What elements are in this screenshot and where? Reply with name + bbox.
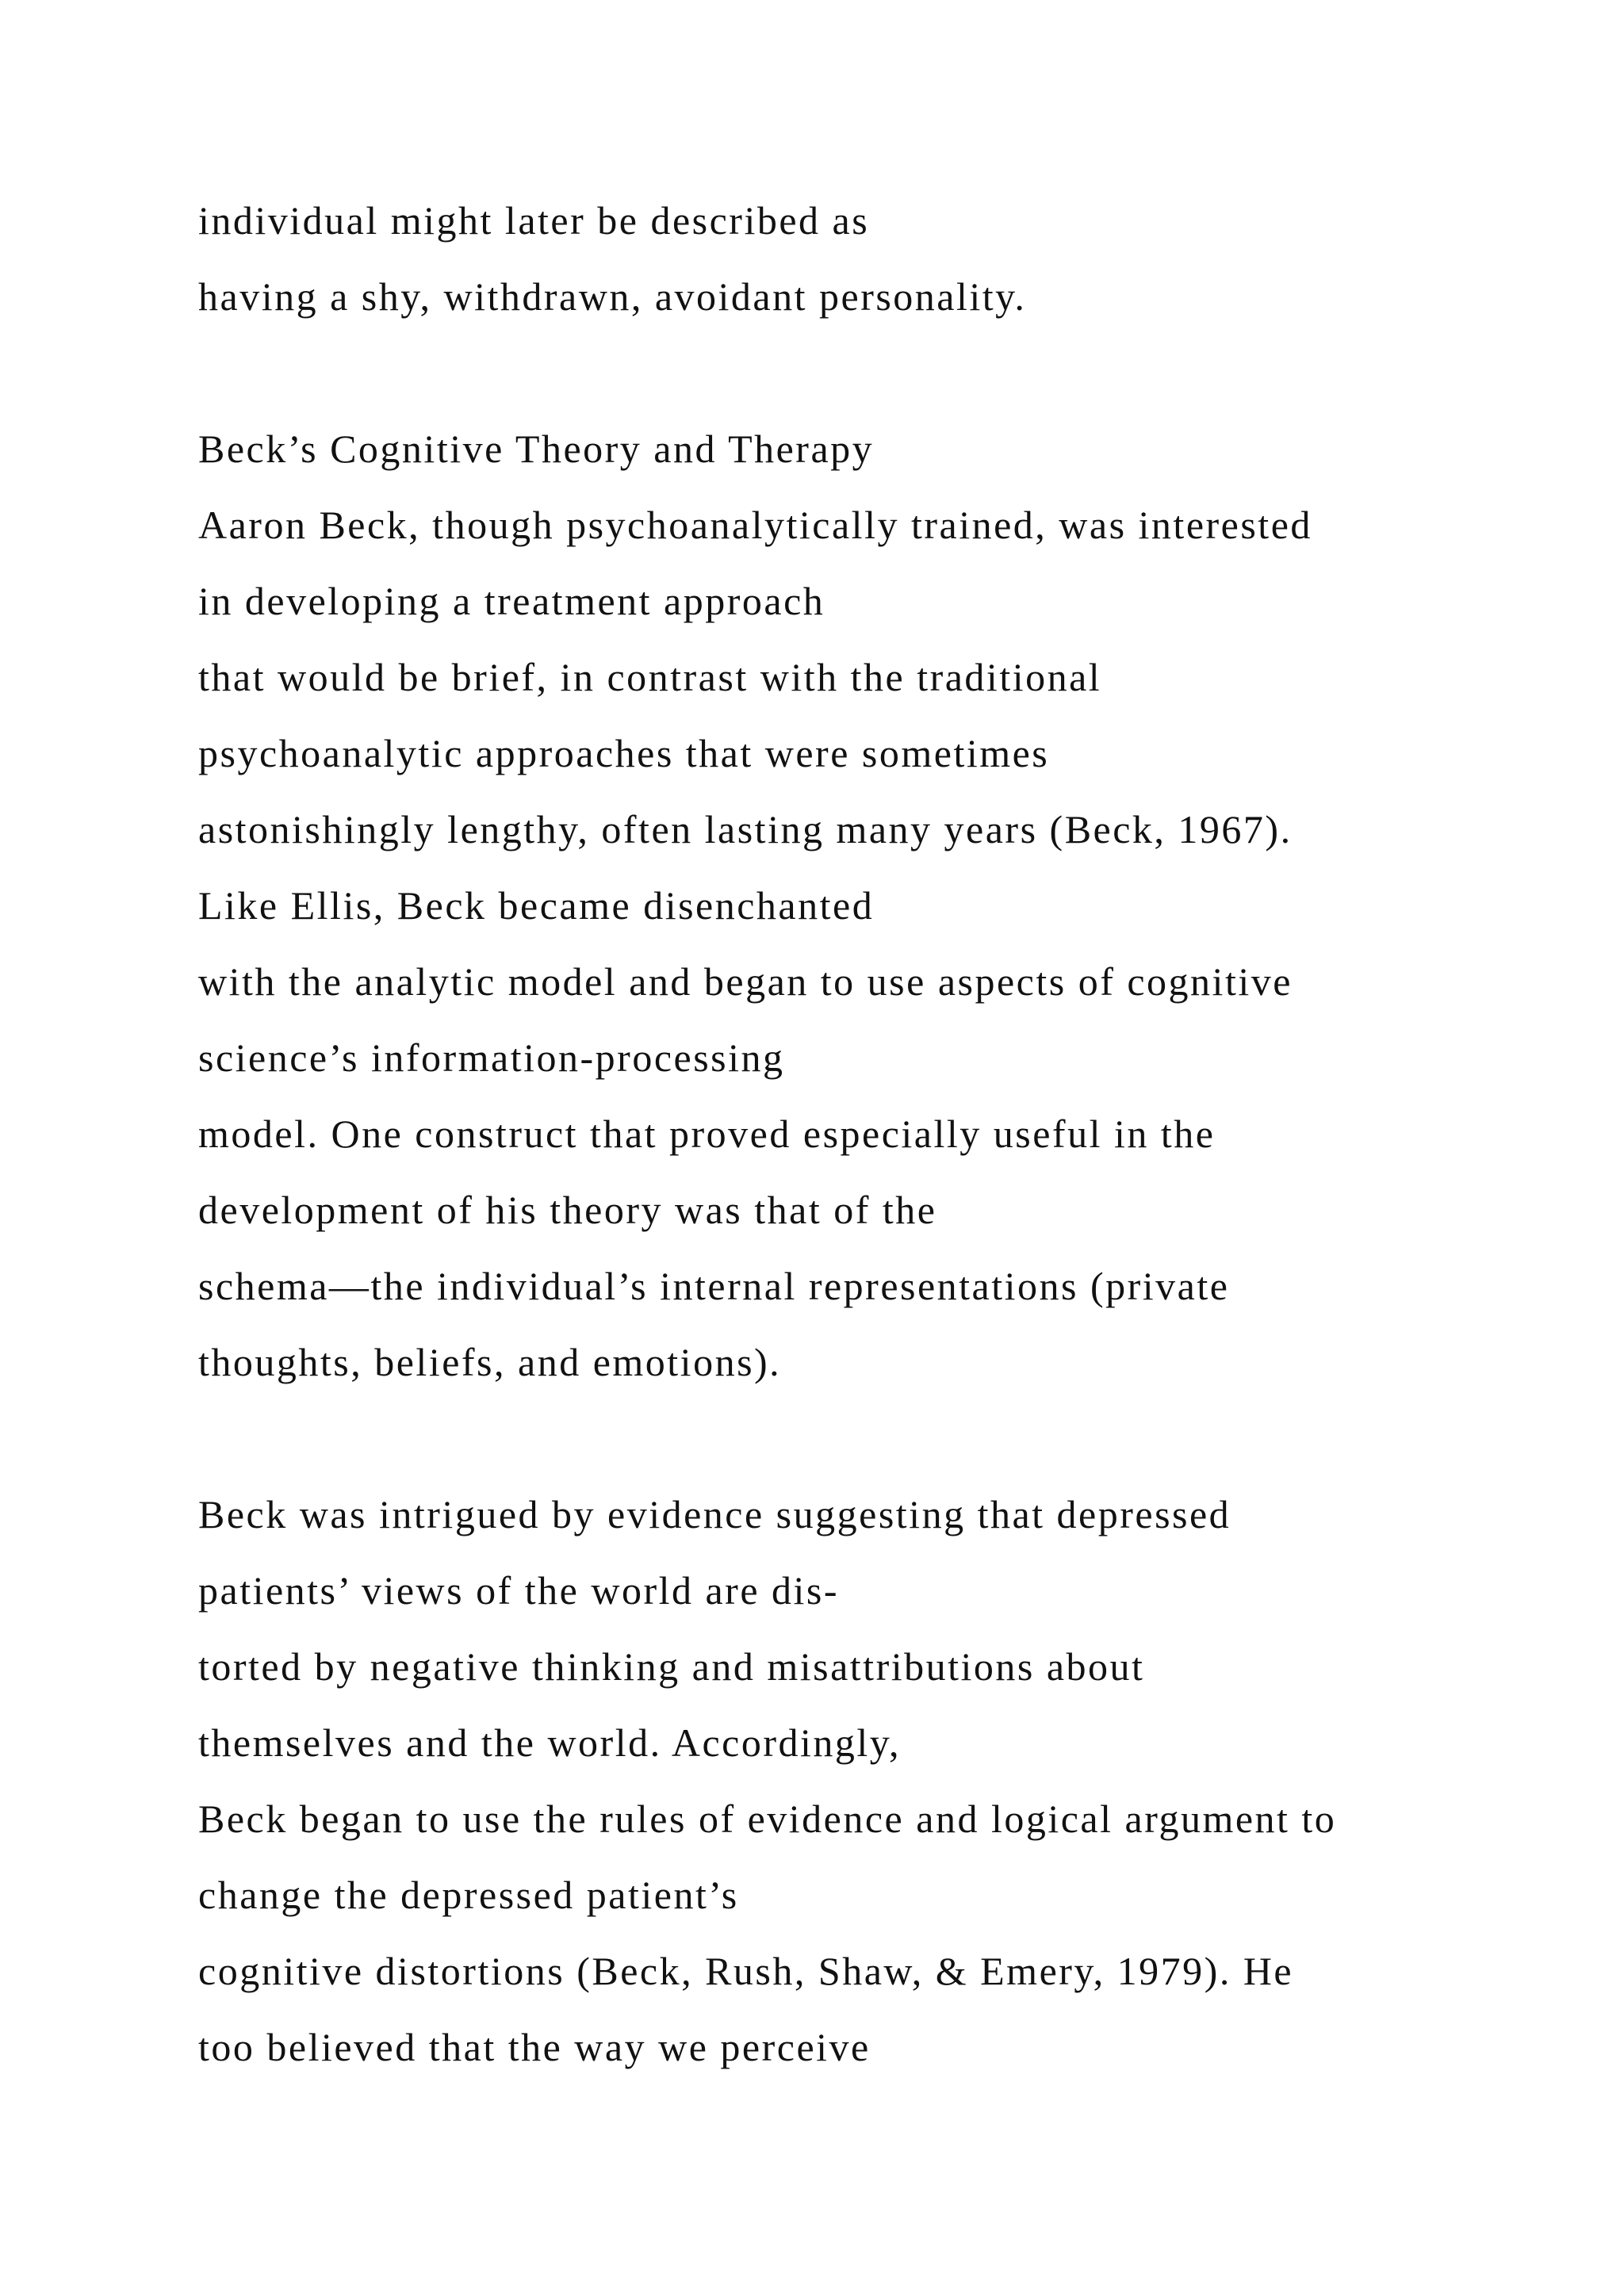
- text-line: change the depressed patient’s: [198, 1873, 739, 1917]
- text-line: thoughts, beliefs, and emotions).: [198, 1340, 782, 1384]
- text-line: Like Ellis, Beck became disenchanted: [198, 883, 875, 928]
- text-line: model. One construct that proved especially useful in the: [198, 1112, 1216, 1156]
- paragraph-gap: [198, 335, 1562, 411]
- text-line: Beck began to use the rules of evidence and logical argument to: [198, 1797, 1337, 1841]
- text-line: too believed that the way we perceive: [198, 2025, 871, 2069]
- text-line: torted by negative thinking and misattributions about: [198, 1644, 1145, 1689]
- text-line: cognitive distortions (Beck, Rush, Shaw, & Emery, 1979). He: [198, 1949, 1294, 1993]
- text-line: in developing a treatment approach: [198, 579, 825, 623]
- paragraph: [198, 1476, 1562, 2085]
- text-line: themselves and the world. Accordingly,: [198, 1720, 902, 1765]
- paragraph: [198, 182, 1562, 335]
- text-line: science’s information-processing: [198, 1035, 785, 1080]
- text-line: psychoanalytic approaches that were sometimes: [198, 731, 1050, 775]
- text-line: with the analytic model and began to use aspects of cognitive: [198, 959, 1293, 1004]
- text-line: development of his theory was that of the: [198, 1188, 937, 1232]
- text-line: that would be brief, in contrast with the traditional: [198, 655, 1102, 699]
- text-line: astonishingly lengthy, often lasting many years (Beck, 1967).: [198, 807, 1293, 851]
- section-heading: Beck’s Cognitive Theory and Therapy: [198, 427, 875, 471]
- paragraph-gap: [198, 1400, 1562, 1476]
- text-line: patients’ views of the world are dis-: [198, 1568, 840, 1613]
- text-line: Beck was intrigued by evidence suggesting that depressed: [198, 1492, 1231, 1536]
- paragraph: [198, 487, 1562, 1400]
- text-line: having a shy, withdrawn, avoidant personality.: [198, 274, 1027, 319]
- text-line: individual might later be described as: [198, 198, 870, 243]
- document-body: [198, 182, 1562, 2085]
- text-line: Aaron Beck, though psychoanalytically trained, was interested: [198, 503, 1312, 547]
- text-line: schema—the individual’s internal representations (private: [198, 1264, 1230, 1308]
